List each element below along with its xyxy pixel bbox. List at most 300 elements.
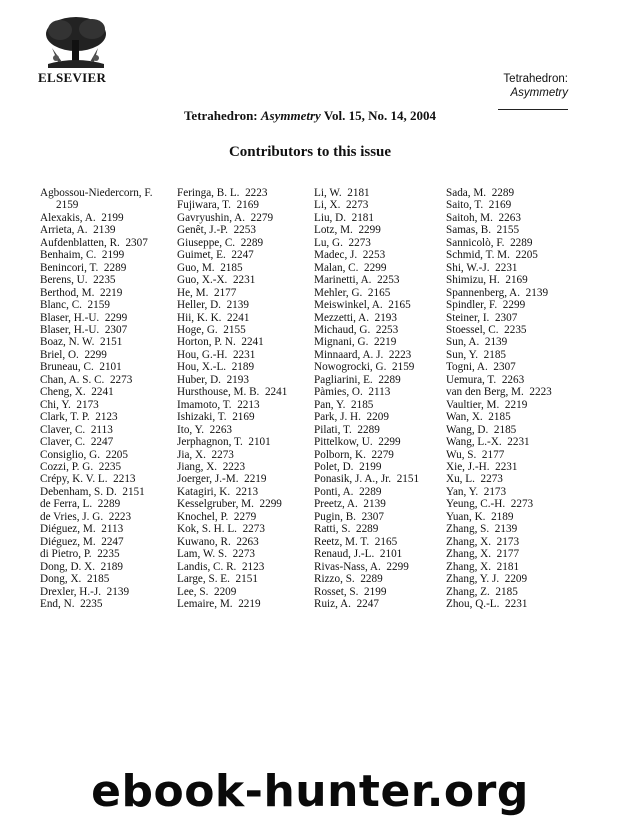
index-entry — [177, 224, 287, 236]
contributor-name: Pagliarini, E. — [314, 373, 373, 386]
index-entry — [40, 573, 153, 585]
contributor-name: Blanc, C. — [40, 299, 82, 312]
contributor-name: Giuseppe, C. — [177, 236, 236, 249]
page-number: 2173 — [496, 535, 520, 548]
contributor-name: Dong, X. — [40, 573, 82, 586]
contributor-name: Lee, S. — [177, 585, 209, 598]
contributor-name: Hou, G.-H. — [177, 348, 228, 361]
page-number: 2169 — [232, 411, 255, 424]
contributor-name: Arrieta, A. — [40, 224, 88, 237]
contributor-name: Consiglio, G. — [40, 448, 100, 461]
index-entry — [446, 598, 552, 610]
contributor-name: He, M. — [177, 286, 209, 299]
index-entry — [40, 548, 153, 560]
contributor-name: Pilati, T. — [314, 423, 352, 436]
contributor-name: Steiner, I. — [446, 311, 490, 324]
contributor-name: Shimizu, H. — [446, 274, 500, 287]
page-number: 2199 — [364, 585, 387, 598]
index-entry — [314, 523, 419, 535]
contributor-name: Kesselgruber, M. — [177, 498, 254, 511]
page-number: 2241 — [227, 311, 250, 324]
contributor-name: Joerger, J.-M. — [177, 473, 239, 486]
contributor-name: Minnaard, A. J. — [314, 348, 384, 361]
contributor-name: Ponti, A. — [314, 485, 354, 498]
publisher-logo — [38, 14, 114, 86]
page-number: 2213 — [237, 398, 260, 411]
index-entry — [177, 274, 287, 286]
index-entry — [177, 312, 287, 324]
page-number: 2113 — [90, 423, 113, 436]
contributor-name: de Vries, J. G. — [40, 510, 104, 523]
page-number: 2273 — [109, 373, 133, 386]
page-number: 2169 — [505, 274, 528, 287]
page-number: 2101 — [248, 436, 271, 449]
page-number: 2253 — [377, 274, 400, 287]
contributor-name: Hii, K. K. — [177, 311, 222, 324]
index-entry — [314, 374, 419, 386]
index-entry — [314, 274, 419, 286]
index-entry — [314, 237, 419, 249]
contributor-name: Chan, A. S. C. — [40, 373, 105, 386]
page-number: 2205 — [105, 448, 128, 461]
contributor-name: Stoessel, C. — [446, 323, 499, 336]
index-entry — [314, 548, 419, 560]
page-number: 2155 — [223, 323, 246, 336]
page-number: 2151 — [235, 573, 258, 586]
page-number: 2307 — [493, 361, 516, 374]
page-number: 2279 — [250, 211, 274, 224]
index-entry — [177, 573, 287, 585]
index-entry — [446, 187, 552, 199]
journal-name: Tetrahedron: — [503, 73, 568, 85]
contributor-name: Rosset, S. — [314, 585, 359, 598]
contributor-name: Sun, A. — [446, 336, 480, 349]
contributor-name: Large, S. E. — [177, 573, 230, 586]
contributor-name: Gavryushin, A. — [177, 211, 246, 224]
page-number: 2299 — [386, 560, 409, 573]
index-entry — [446, 548, 552, 560]
page-number: 2189 — [100, 560, 123, 573]
entry-continuation — [40, 199, 153, 211]
contributor-name: Lam, W. S. — [177, 548, 228, 561]
index-entry — [177, 424, 287, 436]
contributor-name: Huber, D. — [177, 373, 221, 386]
page-number: 2189 — [491, 510, 514, 523]
index-entry — [40, 349, 153, 361]
index-entry — [177, 374, 287, 386]
index-entry — [177, 299, 287, 311]
index-entry — [177, 548, 287, 560]
page-number: 2199 — [101, 249, 125, 262]
page-number: 2123 — [241, 560, 265, 573]
page-number: 2181 — [496, 560, 520, 573]
index-entry — [177, 486, 287, 498]
contributor-name: Lemaire, M. — [177, 597, 233, 610]
contributor-name: Reetz, M. T. — [314, 535, 370, 548]
contributor-name: Diéguez, M. — [40, 523, 96, 536]
index-entry — [314, 586, 419, 598]
index-entry — [446, 324, 552, 336]
page-number: 2299 — [259, 498, 282, 511]
index-entry — [314, 349, 419, 361]
contributors-index — [40, 187, 600, 610]
index-entry — [314, 486, 419, 498]
index-entry — [314, 498, 419, 510]
index-entry — [446, 224, 552, 236]
contributor-name: Bruneau, C. — [40, 361, 94, 374]
index-entry — [40, 312, 153, 324]
index-entry — [177, 349, 287, 361]
page-number: 2181 — [347, 187, 370, 199]
index-entry — [314, 399, 419, 411]
index-entry — [40, 212, 153, 224]
page-number: 2247 — [90, 436, 114, 449]
contributor-name: Jerphagnon, T. — [177, 436, 243, 449]
contributor-name: Park, J. H. — [314, 411, 361, 424]
contributor-name: Wang, L.-X. — [446, 436, 502, 449]
page-number: 2219 — [238, 597, 261, 610]
page-number: 2139 — [226, 299, 249, 312]
contributor-name: di Pietro, P. — [40, 548, 92, 561]
index-entry — [40, 598, 153, 610]
page-number: 2159 — [392, 361, 415, 374]
index-entry — [446, 523, 552, 535]
index-entry — [177, 498, 287, 510]
index-entry — [40, 324, 153, 336]
index-entry — [177, 436, 287, 448]
page-number: 2213 — [113, 473, 136, 486]
contributor-name: Rizzo, S. — [314, 573, 355, 586]
contributor-name: Boaz, N. W. — [40, 336, 95, 349]
index-entry — [177, 187, 287, 199]
tree-logo-icon — [38, 14, 114, 70]
index-entry — [177, 561, 287, 573]
index-entry — [40, 237, 153, 249]
page-number: 2289 — [360, 573, 383, 586]
page-number: 2155 — [496, 224, 520, 237]
page-number: 2289 — [357, 423, 380, 436]
index-entry — [446, 212, 552, 224]
page-number: 2241 — [241, 336, 264, 349]
index-entry — [40, 436, 153, 448]
page-number: 2299 — [364, 261, 387, 274]
page-number: 2235 — [93, 274, 116, 287]
contributor-name: Jia, X. — [177, 448, 206, 461]
index-entry — [40, 449, 153, 461]
index-entry — [446, 498, 552, 510]
contributor-name: Ishizaki, T. — [177, 411, 227, 424]
page-number: 2241 — [264, 386, 288, 399]
contributor-name: Zhang, S. — [446, 523, 490, 536]
contributor-name: Knochel, P. — [177, 510, 229, 523]
contributor-name: Cozzi, P. G. — [40, 460, 94, 473]
page-number: 2123 — [95, 411, 118, 424]
index-entry — [40, 586, 153, 598]
index-entry — [177, 461, 287, 473]
index-entry — [40, 287, 153, 299]
page-number: 2139 — [106, 585, 130, 598]
index-entry — [40, 473, 153, 485]
page-number: 2235 — [504, 323, 527, 336]
index-entry — [446, 312, 552, 324]
page-number: 2193 — [226, 373, 249, 386]
page-number: 2139 — [484, 336, 508, 349]
contributor-name: Uemura, T. — [446, 373, 497, 386]
index-entry — [314, 536, 419, 548]
index-entry — [314, 449, 419, 461]
contributor-name: Clark, T. P. — [40, 411, 90, 424]
page-number: 2177 — [496, 548, 520, 561]
contributor-name: Spannenberg, A. — [446, 286, 521, 299]
page-number: 2219 — [504, 398, 528, 411]
publisher-name: ELSEVIER — [38, 70, 107, 85]
index-entry — [314, 299, 419, 311]
page-number: 2273 — [348, 236, 371, 249]
page-number: 2289 — [491, 187, 515, 199]
contributor-name: Michaud, G. — [314, 323, 371, 336]
index-entry — [177, 449, 287, 461]
contributor-name: Dong, D. X. — [40, 560, 96, 573]
contributor-name: Yan, Y. — [446, 485, 479, 498]
contributor-name: Horton, P. N. — [177, 336, 236, 349]
index-entry — [314, 561, 419, 573]
index-entry — [40, 511, 153, 523]
contributor-name: Imamoto, T. — [177, 398, 232, 411]
page-number: 2299 — [104, 311, 128, 324]
index-entry — [40, 424, 153, 436]
index-entry — [177, 598, 287, 610]
contributor-name: Polborn, K. — [314, 448, 366, 461]
index-entry — [314, 598, 419, 610]
page-number: 2185 — [493, 423, 517, 436]
contributor-name: Mehler, G. — [314, 286, 363, 299]
page-number: 2235 — [98, 460, 122, 473]
page-number: 2289 — [378, 373, 401, 386]
contributor-name: Zhou, Q.-L. — [446, 597, 500, 610]
index-entry — [446, 249, 552, 261]
page-number: 2289 — [355, 523, 379, 536]
page-number: 2231 — [507, 436, 530, 449]
page-number: 2289 — [97, 498, 121, 511]
index-entry — [177, 199, 287, 211]
contributor-name: Xu, L. — [446, 473, 475, 486]
contributor-name: Claver, C. — [40, 423, 86, 436]
page-number: 2165 — [374, 535, 398, 548]
index-entry — [177, 212, 287, 224]
index-entry — [177, 324, 287, 336]
page-number: 2231 — [495, 261, 518, 274]
contributor-name: Schmid, T. M. — [446, 249, 510, 262]
index-entry — [446, 573, 552, 585]
index-entry — [446, 374, 552, 386]
page-number: 2247 — [101, 535, 124, 548]
index-entry — [40, 399, 153, 411]
contributor-name: Crépy, K. V. L. — [40, 473, 108, 486]
contributor-name: Lu, G. — [314, 236, 343, 249]
contributor-name: Hoge, G. — [177, 323, 218, 336]
index-entry — [314, 411, 419, 423]
index-entry — [446, 274, 552, 286]
page-number: 2189 — [231, 361, 255, 374]
index-entry — [314, 262, 419, 274]
contributor-name: Rivas-Nass, A. — [314, 560, 381, 573]
contributor-name: Zhang, X. — [446, 560, 492, 573]
index-entry — [40, 411, 153, 423]
issue-italic: Asymmetry — [260, 108, 321, 123]
contributor-name: Aufdenblatten, R. — [40, 236, 120, 249]
contributor-name: Samas, B. — [446, 224, 492, 237]
contributor-name: Guo, M. — [177, 261, 215, 274]
contributor-name: Mignani, G. — [314, 336, 369, 349]
contributor-name: Li, X. — [314, 199, 341, 212]
index-entry — [177, 586, 287, 598]
contributor-name: Heller, D. — [177, 299, 221, 312]
contributor-name: Katagiri, K. — [177, 485, 231, 498]
page-number: 2231 — [232, 348, 256, 361]
page-number: 2289 — [103, 261, 127, 274]
contributor-name: Liu, D. — [314, 211, 347, 224]
contributor-name: Guimet, E. — [177, 249, 226, 262]
page-number: 2219 — [244, 473, 267, 486]
page-number: 2151 — [122, 485, 145, 498]
watermark-text: ebook-hunter.org — [91, 766, 529, 817]
index-entry — [177, 287, 287, 299]
contributor-name: Yeung, C.-H. — [446, 498, 506, 511]
contributor-name: Ratti, S. — [314, 523, 351, 536]
page-number: 2113 — [368, 386, 391, 399]
page-number: 2231 — [232, 274, 256, 287]
index-entry — [40, 336, 153, 348]
index-entry — [446, 262, 552, 274]
page-number: 2235 — [97, 548, 120, 561]
index-entry — [40, 249, 153, 261]
page-number: 2185 — [495, 585, 518, 598]
index-entry — [314, 224, 419, 236]
contributor-name: Cheng, X. — [40, 386, 86, 399]
index-entry — [40, 187, 153, 212]
index-entry — [446, 336, 552, 348]
page-number: 2139 — [494, 523, 518, 536]
contributor-name: Zhang, X. — [446, 535, 492, 548]
page-number: 2223 — [222, 460, 246, 473]
index-entry — [40, 498, 153, 510]
page-number: 2159 — [87, 299, 110, 312]
contributor-name: Pugin, B. — [314, 510, 356, 523]
contributor-name: Renaud, J.-L. — [314, 548, 375, 561]
contributor-name: Sannicolò, F. — [446, 236, 505, 249]
index-entry — [314, 573, 419, 585]
page-number: 2185 — [351, 398, 374, 411]
index-column-3 — [314, 187, 419, 610]
page-number: 2263 — [501, 373, 525, 386]
index-entry — [446, 287, 552, 299]
index-entry — [314, 511, 419, 523]
index-entry — [314, 473, 419, 485]
page-number: 2289 — [510, 236, 533, 249]
index-entry — [446, 349, 552, 361]
page-number: 2199 — [101, 211, 124, 224]
page-number: 2219 — [99, 286, 123, 299]
index-entry — [446, 237, 552, 249]
index-entry — [446, 199, 552, 211]
page-number: 2299 — [378, 436, 401, 449]
index-entry — [446, 561, 552, 573]
contributor-name: Hursthouse, M. B. — [177, 386, 260, 399]
page-number: 2165 — [367, 286, 391, 299]
contributor-name: van den Berg, M. — [446, 386, 524, 399]
index-entry — [314, 212, 419, 224]
index-entry — [314, 312, 419, 324]
page-number: 2169 — [236, 199, 259, 212]
contributor-name: Togni, A. — [446, 361, 488, 374]
index-entry — [40, 224, 153, 236]
contributor-name: Blaser, H.-U. — [40, 311, 100, 324]
index-entry — [177, 237, 287, 249]
contributor-name: Spindler, F. — [446, 299, 498, 312]
page-number: 2185 — [488, 411, 511, 424]
contributor-name: Mezzetti, A. — [314, 311, 369, 324]
page-number: 2241 — [91, 386, 114, 399]
index-entry — [446, 399, 552, 411]
index-entry — [40, 374, 153, 386]
page-number: 2185 — [220, 261, 243, 274]
index-entry — [314, 461, 419, 473]
page-number: 2247 — [356, 597, 379, 610]
page-number: 2139 — [93, 224, 116, 237]
index-entry — [177, 249, 287, 261]
page-number: 2139 — [363, 498, 386, 511]
contributor-name: Jiang, X. — [177, 460, 218, 473]
page-number: 2279 — [371, 448, 394, 461]
contributor-name: Briel, O. — [40, 348, 79, 361]
index-entry — [177, 262, 287, 274]
index-entry — [446, 361, 552, 373]
contributor-name: Meiswinkel, A. — [314, 299, 383, 312]
index-entry — [177, 523, 287, 535]
page-number: 2177 — [481, 448, 505, 461]
page-number: 2151 — [99, 336, 123, 349]
contributor-name: Ruiz, A. — [314, 597, 351, 610]
page-number: 2299 — [502, 299, 526, 312]
contributor-name: Drexler, H.-J. — [40, 585, 102, 598]
contributor-name: de Ferra, L. — [40, 498, 93, 511]
contributor-name: Benhaim, C. — [40, 249, 97, 262]
page-number: 2173 — [76, 398, 99, 411]
contributor-name: End, N. — [40, 597, 75, 610]
index-entry — [40, 262, 153, 274]
index-entry — [446, 511, 552, 523]
index-entry — [314, 287, 419, 299]
page-number: 2263 — [236, 535, 259, 548]
contributor-name: Zhang, Z. — [446, 585, 490, 598]
page-number: 2181 — [351, 211, 374, 224]
contributor-name: Lotz, M. — [314, 224, 353, 237]
contributor-name: Guo, X.-X. — [177, 274, 228, 287]
page-number: 2289 — [240, 236, 264, 249]
contributor-name: Chi, Y. — [40, 398, 71, 411]
page-number: 2253 — [375, 323, 399, 336]
journal-header — [503, 72, 568, 100]
page-number: 2253 — [233, 224, 256, 237]
index-entry — [314, 361, 419, 373]
index-entry — [446, 486, 552, 498]
page-number: 2307 — [104, 323, 128, 336]
index-entry — [314, 249, 419, 261]
page-number: 2279 — [233, 510, 257, 523]
page-number: 2307 — [125, 236, 148, 249]
page-number: 2273 — [242, 523, 265, 536]
index-entry — [314, 324, 419, 336]
